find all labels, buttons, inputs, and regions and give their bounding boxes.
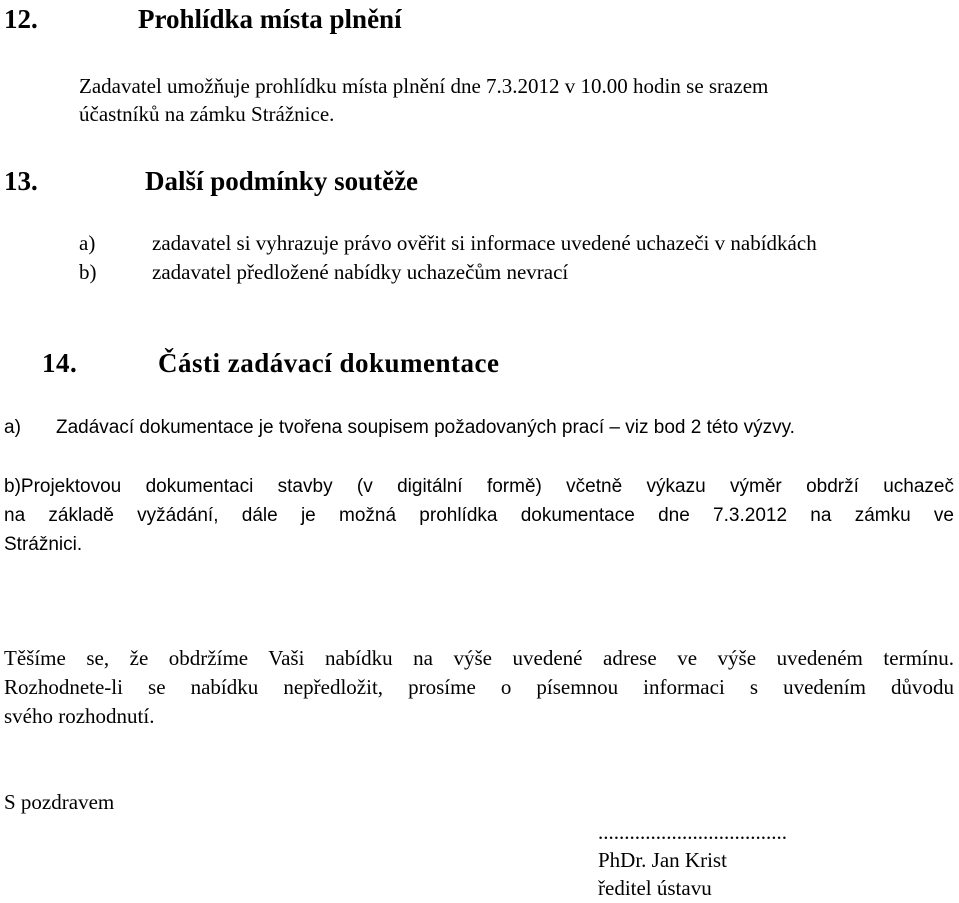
signature-role: ředitel ústavu (598, 876, 712, 900)
greeting: S pozdravem (4, 790, 115, 814)
section-12-heading (4, 2, 604, 36)
signature-name: PhDr. Jan Krist (598, 848, 727, 872)
section-14-heading (42, 346, 642, 380)
section-12-title: Prohlídka místa plnění (138, 4, 402, 34)
section-14-title: Části zadávací dokumentace (158, 348, 500, 378)
section-13-item-b-text: zadavatel předložené nabídky uchazečům nevrací (152, 260, 569, 284)
section-12-text-line2: účastníků na zámku Strážnice. (79, 102, 335, 126)
signature-dots: .................................... (598, 820, 787, 844)
closing-line1: Těšíme se, že obdržíme Vaši nabídku na výše uvedené adrese ve výše uvedeném termínu. (4, 646, 954, 670)
section-14-item-b-line1: b)Projektovou dokumentaci stavby (v digitální formě) včetně výkazu výměr obdrží uchazeč (4, 476, 954, 497)
section-13-title: Další podmínky soutěže (145, 166, 419, 196)
section-13-heading (4, 164, 604, 198)
section-14-number: 14. (42, 348, 78, 378)
section-13-item-a-marker: a) (79, 231, 96, 255)
section-12-text-line1: Zadavatel umožňuje prohlídku místa plnění dne 7.3.2012 v 10.00 hodin se srazem (79, 74, 769, 98)
section-14-item-b-line2: na základě vyžádání, dále je možná prohlídka dokumentace dne 7.3.2012 na zámku ve (4, 505, 954, 526)
section-13-number: 13. (4, 166, 38, 196)
closing-line2: Rozhodnete-li se nabídku nepředložit, prosíme o písemnou informaci s uvedením důvodu (4, 675, 954, 699)
section-14-item-a-marker: a) (4, 417, 21, 438)
closing-line3: svého rozhodnutí. (4, 704, 155, 728)
section-12-number: 12. (4, 4, 38, 34)
section-14-item-a-text: Zadávací dokumentace je tvořena soupisem požadovaných prací – viz bod 2 této výzvy. (56, 417, 795, 438)
section-13-item-b-marker: b) (79, 260, 97, 284)
section-14-item-b-line3: Strážnici. (4, 534, 83, 555)
section-13-item-a-text: zadavatel si vyhrazuje právo ověřit si informace uvedené uchazeči v nabídkách (152, 231, 817, 255)
